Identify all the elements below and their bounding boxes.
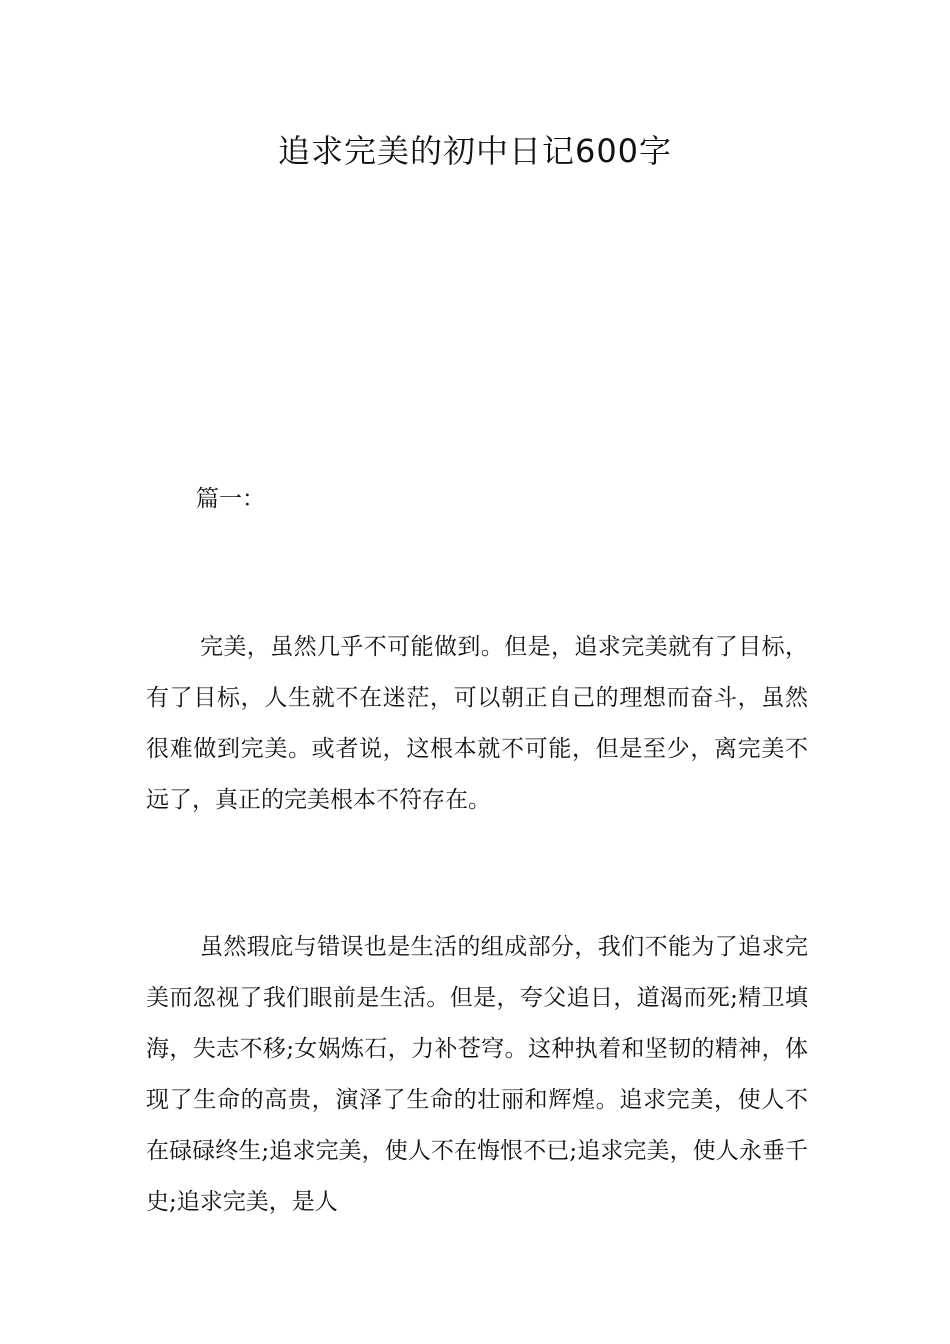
section-heading: 篇一： <box>196 486 265 512</box>
paragraph-1: 完美，虽然几乎不可能做到。但是，追求完美就有了目标，有了目标，人生就不在迷茫，可以朝正自己的理想而奋斗，虽然很难做到完美。或者说，这根本就不可能，但是至少，离完美不远了，真正的完美根本不符存在。 <box>146 634 808 813</box>
document-title: 追求完美的初中日记600字 <box>277 132 673 170</box>
paragraph-2: 虽然瑕庇与错误也是生活的组成部分，我们不能为了追求完美而忽视了我们眼前是生活。但是，夸父追日，道渴而死;精卫填海，失志不移;女娲炼石，力补苍穹。这种执着和坚韧的精神，体现了生命的高贵，演泽了生命的壮丽和辉煌。追求完美，使人不在碌碌终生;追求完美，使人不在悔恨不已;追求完美，使人永垂千史;追求完美，是人 <box>146 934 808 1215</box>
